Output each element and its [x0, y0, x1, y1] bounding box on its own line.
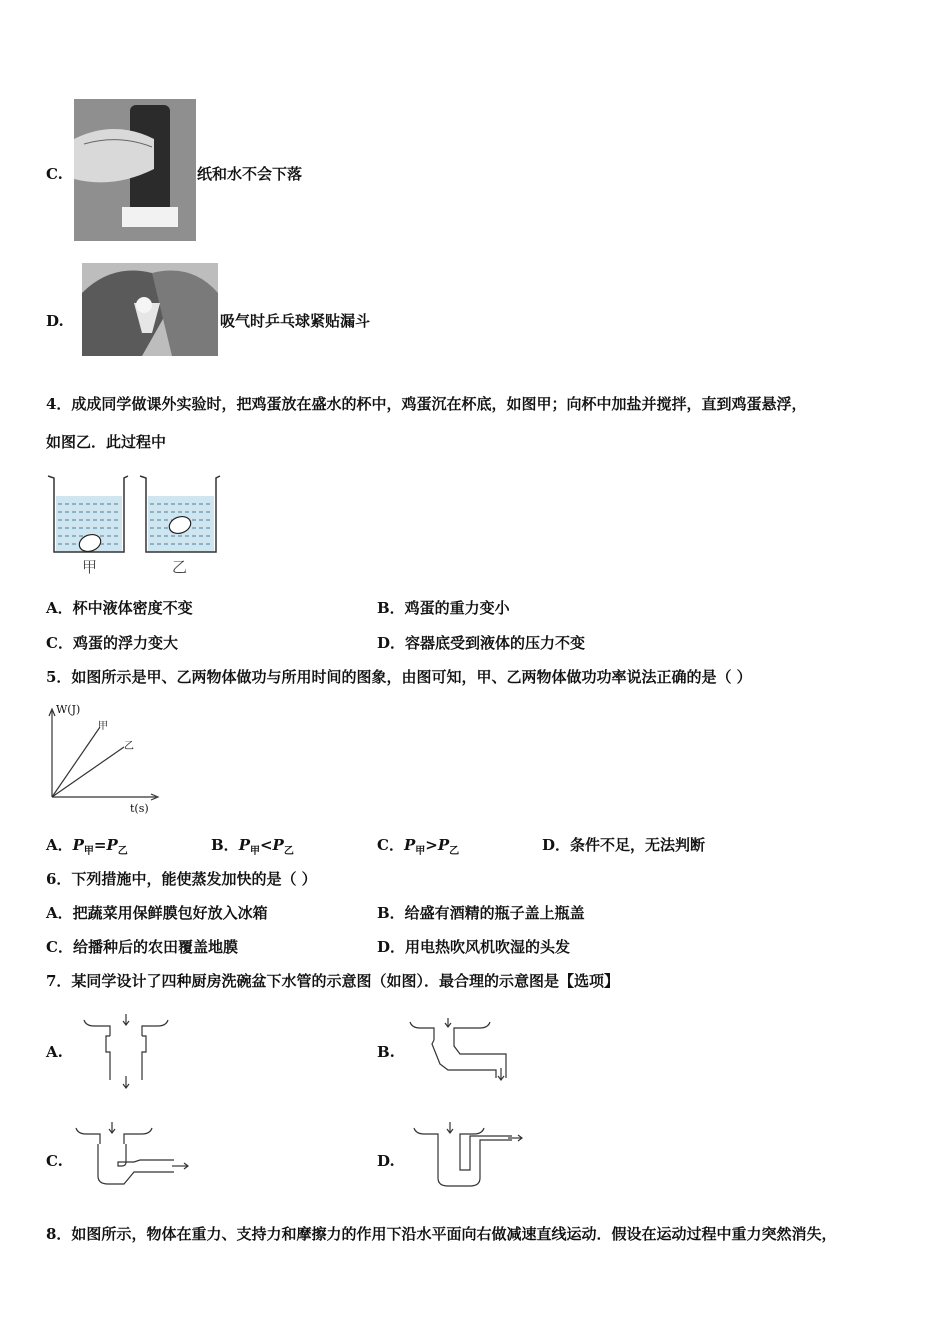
- q6-option-a: A．把蔬菜用保鲜膜包好放入冰箱: [46, 904, 268, 922]
- drain-pipe-c: [74, 1122, 194, 1190]
- bottle-paper-photo: [74, 99, 196, 241]
- q4-stem-line2: 如图乙．此过程中: [46, 433, 167, 451]
- q8-stem: 8．如图所示，物体在重力、支持力和摩擦力的作用下沿水平面向右做减速直线运动．假设在运动过程中重力突然消失，: [46, 1225, 837, 1243]
- q7-option-c-label: C.: [46, 1152, 63, 1170]
- q4-option-b: B．鸡蛋的重力变小: [377, 599, 510, 617]
- q5-option-b: B．$P_甲<P_乙$: [211, 836, 294, 857]
- q7-option-a-label: A.: [46, 1043, 63, 1061]
- graph-line-jia-label: 甲: [98, 721, 108, 732]
- q3-option-c-label: C.: [46, 165, 63, 183]
- q4-stem-line1: 4．成成同学做课外实验时，把鸡蛋放在盛水的杯中，鸡蛋沉在杯底，如图甲；向杯中加盐并搅拌，直到鸡蛋悬浮，: [46, 395, 807, 413]
- q6-stem: 6．下列措施中，能使蒸发加快的是（ ）: [46, 870, 317, 888]
- drain-pipe-b: [408, 1018, 518, 1088]
- q4-option-d: D．容器底受到液体的压力不变: [377, 634, 586, 652]
- q7-option-b-label: B.: [377, 1043, 395, 1061]
- funnel-pingpong-photo: [82, 263, 218, 356]
- q5-option-d: D．条件不足，无法判断: [542, 836, 706, 854]
- q4-option-a: A．杯中液体密度不变: [46, 599, 193, 617]
- drain-pipe-a: [80, 1012, 176, 1092]
- q6-option-d: D．用电热吹风机吹湿的头发: [377, 938, 571, 956]
- drain-pipe-d: [412, 1122, 528, 1190]
- q5-option-c: C．$P_甲>P_乙$: [377, 836, 460, 857]
- graph-x-label: t(s): [130, 802, 149, 815]
- q6-option-b: B．给盛有酒精的瓶子盖上瓶盖: [377, 904, 585, 922]
- q3-option-d-label: D.: [46, 312, 64, 330]
- graph-line-yi-label: 乙: [124, 741, 134, 752]
- q6-option-c: C．给播种后的农田覆盖地膜: [46, 938, 238, 956]
- beaker-label-yi: 乙: [172, 558, 188, 576]
- q7-option-d-label: D.: [377, 1152, 395, 1170]
- q5-option-a: A．$P_甲=P_乙$: [46, 836, 128, 857]
- q3-option-d-text: 吸气时乒乓球紧贴漏斗: [220, 312, 371, 330]
- work-time-graph: [40, 703, 170, 821]
- q5-stem: 5．如图所示是甲、乙两物体做功与所用时间的图象，由图可知，甲、乙两物体做功功率说法正确的是（ ）: [46, 668, 752, 686]
- q3-option-c-text: 纸和水不会下落: [197, 165, 303, 183]
- q4-option-c: C．鸡蛋的浮力变大: [46, 634, 178, 652]
- beaker-label-jia: 甲: [82, 558, 98, 576]
- q7-stem: 7．某同学设计了四种厨房洗碗盆下水管的示意图（如图）．最合理的示意图是【选项】: [46, 972, 619, 990]
- egg-beaker-figure: [44, 472, 224, 580]
- graph-y-label: W(J): [56, 703, 81, 716]
